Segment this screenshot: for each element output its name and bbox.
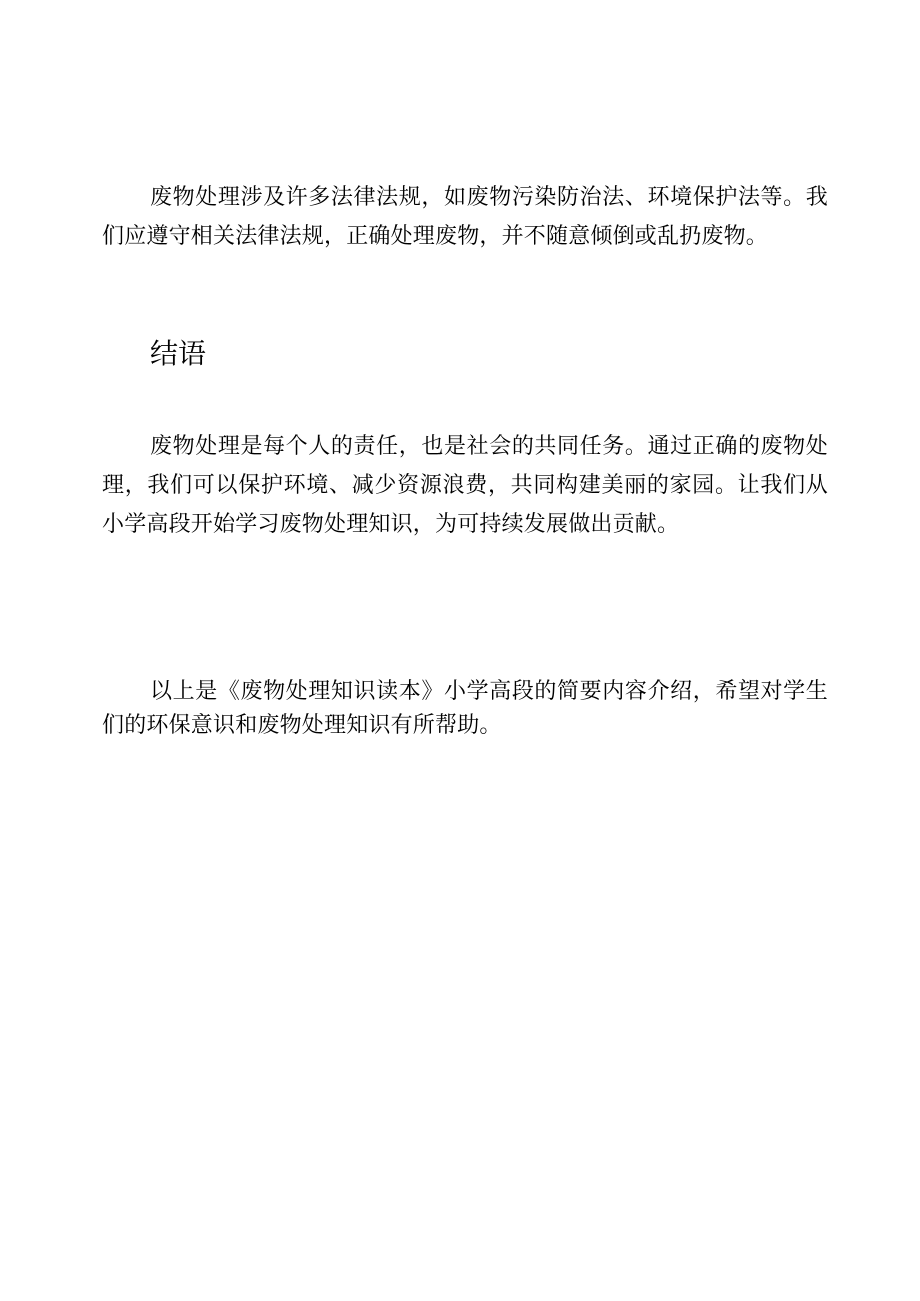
paragraph-summary: 以上是《废物处理知识读本》小学高段的简要内容介绍，希望对学生们的环保意识和废物处理知识有所帮助。 [102, 679, 828, 738]
section-heading-conclusion: 结语 [150, 337, 207, 370]
paragraph-conclusion: 废物处理是每个人的责任，也是社会的共同任务。通过正确的废物处理，我们可以保护环境、减少资源浪费，共同构建美丽的家园。让我们从小学高段开始学习废物处理知识，为可持续发展做出贡献。 [102, 434, 828, 537]
paragraph-laws-regulations: 废物处理涉及许多法律法规，如废物污染防治法、环境保护法等。我们应遵守相关法律法规，正确处理废物，并不随意倾倒或乱扔废物。 [102, 185, 828, 249]
